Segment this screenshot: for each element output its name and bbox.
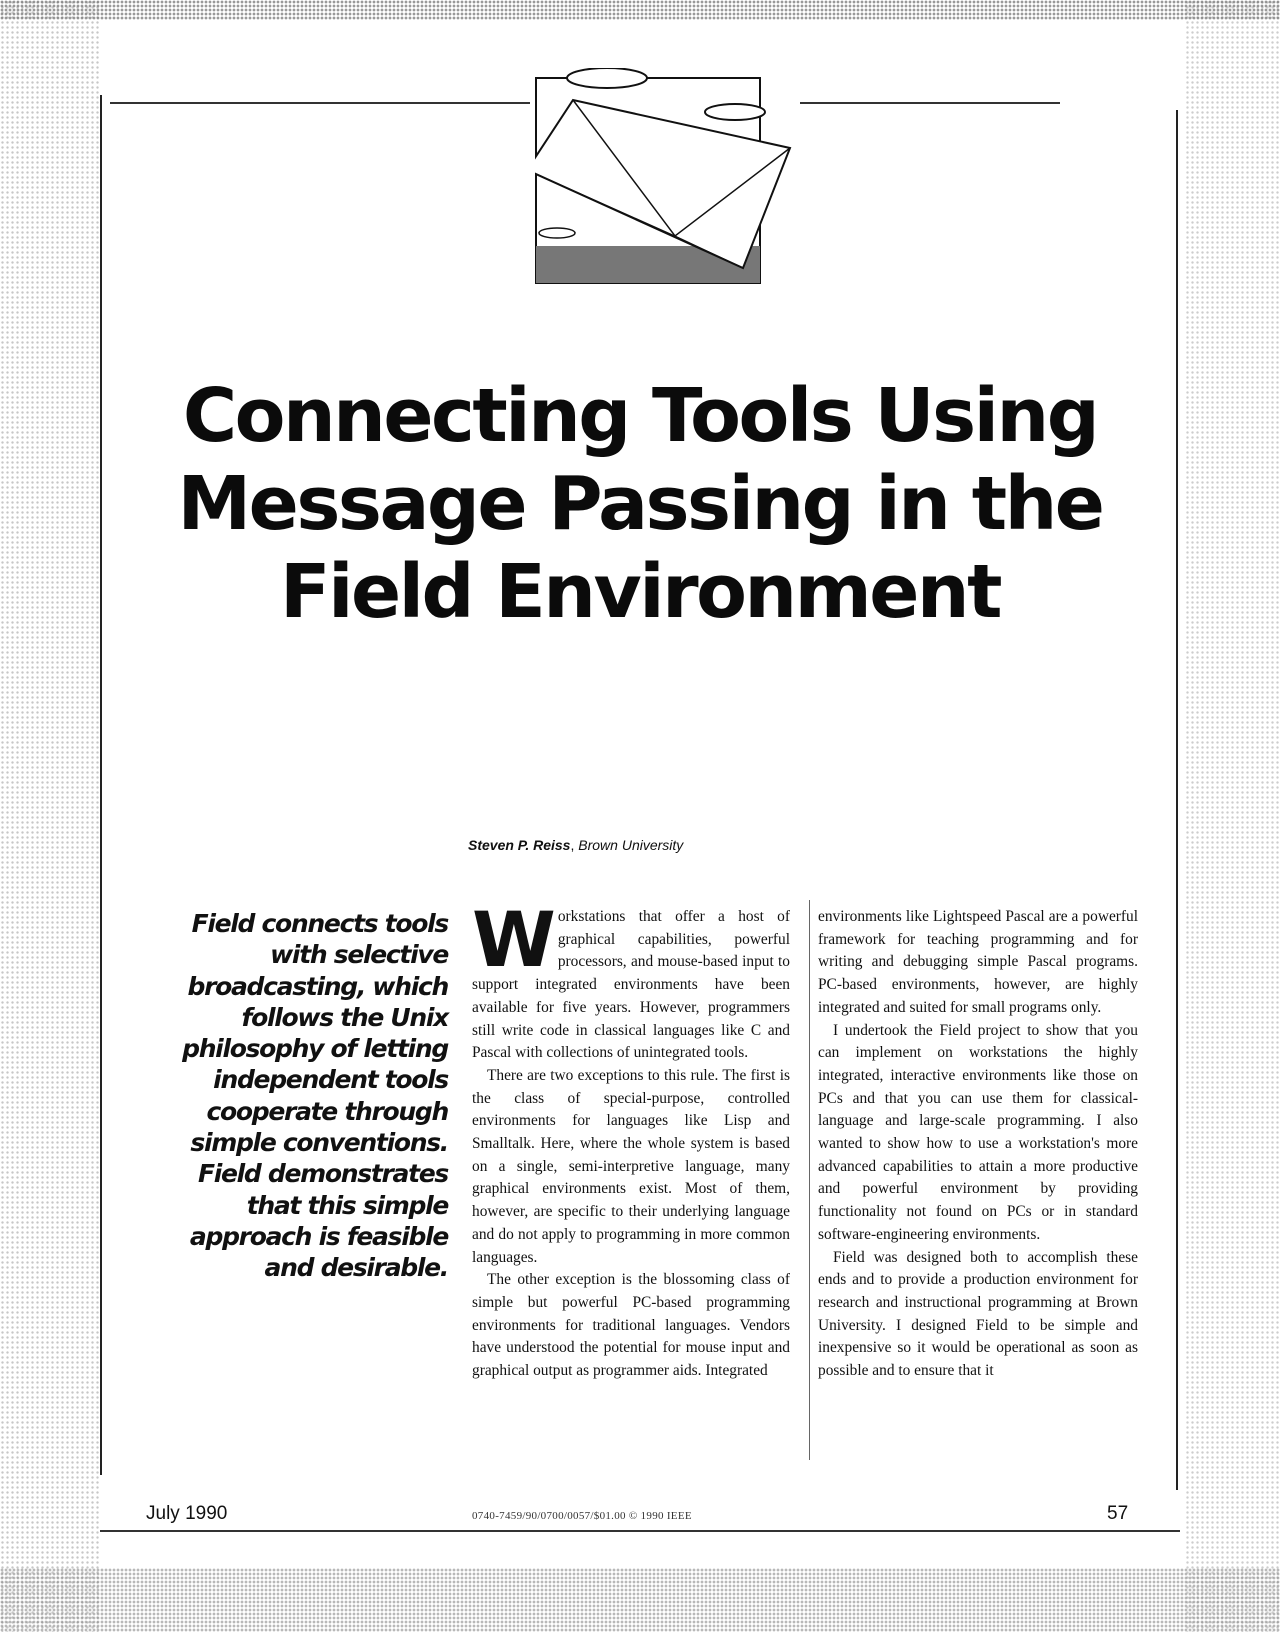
left-margin-line: [100, 95, 102, 1475]
top-rule-right: [800, 102, 1060, 104]
title-line: Connecting Tools Using: [182, 373, 1098, 459]
body-paragraph: There are two exceptions to this rule. The first is the class of special-purpose, controlled environments for languages like Lisp and Smalltalk. Here, where the whole system is based on a single, semi-interpretive language, many graphical environments exist. Most of them, however, are specific to their underlying language and do not apply to programming in more common languages.: [472, 1066, 790, 1266]
body-paragraph: environments like Lightspeed Pascal are a powerful framework for teaching programming and for writing and debugging simple Pascal programs. PC-based environments, however, are highly integrated and suited for small programs only.: [818, 908, 1138, 1016]
issue-date: July 1990: [146, 1503, 228, 1524]
title-line: Field Environment: [280, 549, 1000, 635]
title-line: Message Passing in the: [177, 461, 1103, 547]
bottom-rule: [100, 1530, 1180, 1532]
scan-border-right: [1185, 0, 1280, 1632]
pull-quote: Field connects tools with selective broadcasting, which follows the Unix philosophy of letting independent tools cooperate through simple conventions. Field demonstrates that this simple approach is feasible and desirable.: [182, 909, 448, 1283]
column-divider: [809, 900, 810, 1460]
scan-border-left: [0, 0, 100, 1632]
body-paragraph: Workstations that offer a host of graphical capabilities, powerful processors, and mouse-based input to support integrated environments have been available for five years. However, programmers still write code in classical languages like C and Pascal with collections of unintegrated tools.: [472, 895, 790, 1062]
right-margin-line: [1176, 110, 1178, 1490]
article-title: [110, 372, 1170, 636]
scan-border-bottom: [0, 1568, 1280, 1632]
body-paragraph: Field was designed both to accomplish these ends and to provide a production environment for research and instructional programming at Brown University. I designed Field to be simple and inexpensive so it would be operational as soon as possible and to ensure that it: [818, 1248, 1138, 1380]
body-paragraph: I undertook the Field project to show that you can implement on workstations the highly integrated, interactive environments like those on PCs and that you can use them for classical-language and large-scale programming. I also wanted to show how to use a workstation's more advanced capabilities to attain a more productive and powerful environment by providing functionality not found on PCs or in standard software-engineering environments.: [818, 1021, 1138, 1243]
top-rule-left: [110, 102, 530, 104]
author-name: Steven P. Reiss: [468, 837, 571, 853]
author-affiliation: Brown University: [578, 837, 684, 853]
body-column-1: [472, 895, 790, 1383]
page-number: 57: [1107, 1503, 1129, 1524]
scan-border-top: [0, 0, 1280, 20]
byline: Steven P. Reiss, Brown University: [468, 837, 684, 853]
envelope-illustration: [535, 68, 795, 286]
drop-cap: W: [472, 895, 552, 984]
copyright-code: 0740-7459/90/0700/0057/$01.00 © 1990 IEEE: [472, 1510, 692, 1522]
body-paragraph: The other exception is the blossoming class of simple but powerful PC-based programming environments for traditional languages. Vendors have understood the potential for mouse input and graphical output as programmer aids. Integrated: [472, 1271, 790, 1380]
body-column-2: [818, 906, 1138, 1383]
